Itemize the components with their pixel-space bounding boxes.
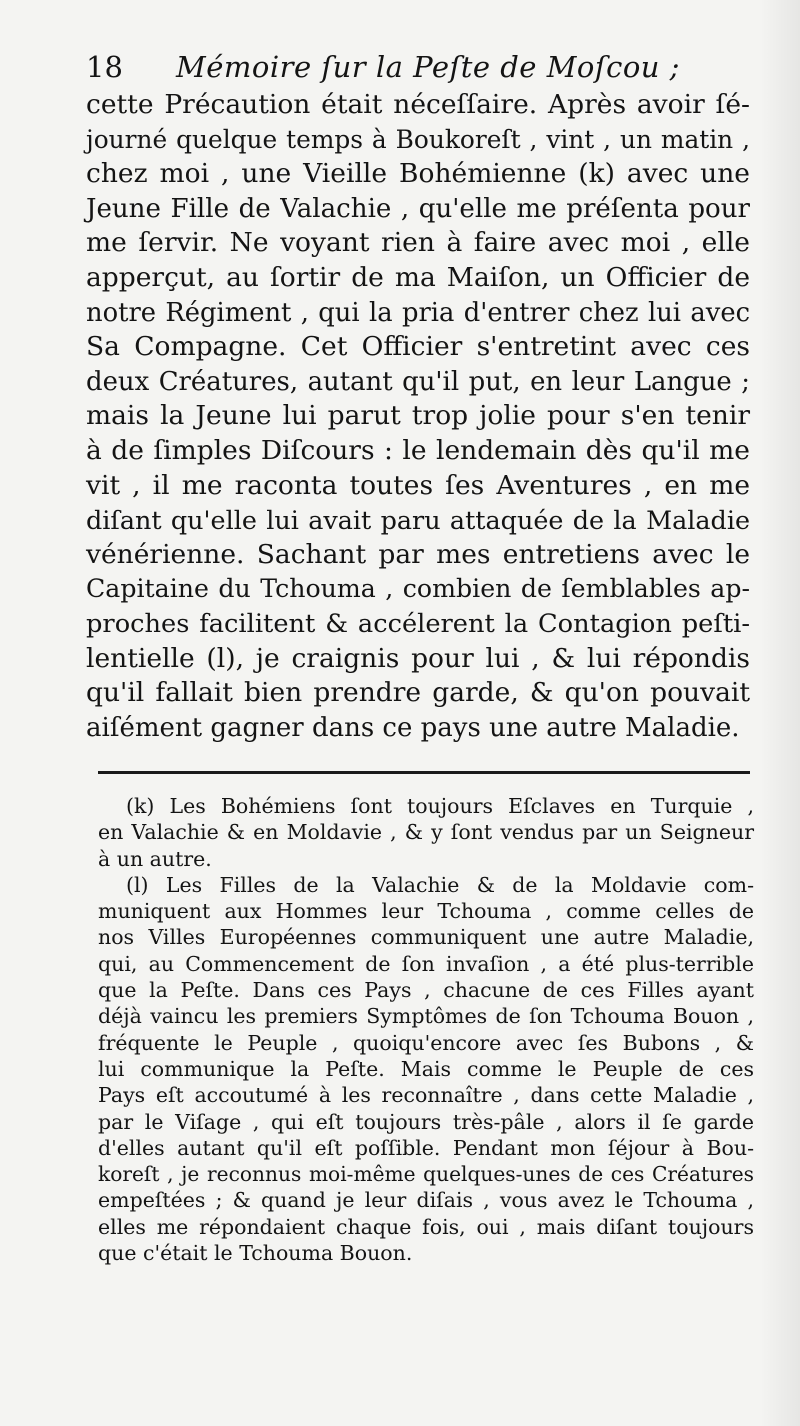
footnote-line: (k) Les Bohémiens ſont toujours Eſclaves en Turquie , xyxy=(126,794,754,818)
page-number: 18 xyxy=(86,50,123,84)
footnote-line: à un autre. xyxy=(98,846,212,871)
footnote-line: par le Viſage , qui eſt toujours très-pâle , alors il ſe garde xyxy=(98,1109,754,1134)
footnote-line: d'elles autant qu'il eſt poſſible. Pendant mon ſéjour à Bou- xyxy=(98,1135,754,1160)
running-title: Mémoire ſur la Peſte de Moſcou ; xyxy=(176,50,680,84)
footnote-line: nos Villes Européennes communiquent une autre Maladie, xyxy=(98,925,754,950)
text-line: à de ſimples Diſcours : le lendemain dès qu'il me xyxy=(86,434,750,466)
footnote-line: muniquent aux Hommes leur Tchouma , comme celles de xyxy=(98,899,754,924)
text-line: deux Créatures, autant qu'il put, en leur Langue ; xyxy=(86,366,750,397)
footnote-line: fréquente le Peuple , quoiqu'encore avec ſes Bubons , & xyxy=(98,1030,754,1055)
text-line: qu'il fallait bien prendre garde, & qu'on pouvait xyxy=(86,677,750,709)
text-line: Capitaine du Tchouma , combien de ſemblables ap- xyxy=(86,574,750,604)
text-line: vénérienne. Sachant par mes entretiens avec le xyxy=(86,538,750,570)
text-line: aiſément gagner dans ce pays une autre Maladie. xyxy=(86,712,740,743)
page-edge-shadow xyxy=(760,0,800,1426)
text-line: chez moi , une Vieille Bohémienne (k) avec une xyxy=(86,158,750,190)
footnote-line: Pays eſt accoutumé à les reconnaître , dans cette Maladie , xyxy=(98,1083,754,1108)
footnotes xyxy=(98,793,754,1266)
footnote-line: lui communique la Peſte. Mais comme le Peuple de ces xyxy=(98,1056,754,1081)
text-line: diſant qu'elle lui avait paru attaquée de la Maladie xyxy=(86,505,750,536)
text-line: notre Régiment , qui la pria d'entrer chez lui avec xyxy=(86,297,750,328)
footnote-line: que la Peſte. Dans ces Pays , chacune de ces Filles ayant xyxy=(98,978,754,1003)
main-text xyxy=(86,88,750,745)
footnote-line: qui, au Commencement de ſon invaſion , a été plus-terrible xyxy=(98,951,754,976)
running-head xyxy=(86,44,686,90)
text-line: mais la Jeune lui parut trop jolie pour s'en tenir xyxy=(86,400,750,432)
footnote-line: empeſtées ; & quand je leur diſais , vous avez le Tchouma , xyxy=(98,1188,754,1213)
text-line: journé quelque temps à Boukoreſt , vint , un matin , xyxy=(86,124,750,154)
text-line: vit , il me raconta toutes ſes Aventures , en me xyxy=(86,469,750,501)
text-line: me ſervir. Ne voyant rien à faire avec moi , elle xyxy=(86,227,750,259)
text-line: apperçut, au ſortir de ma Maiſon, un Officier de xyxy=(86,261,750,293)
text-line: lentielle (l), je craignis pour lui , & lui répondis xyxy=(86,642,750,674)
text-line: Sa Compagne. Cet Officier s'entretint avec ces xyxy=(86,331,750,363)
footnote-line: déjà vaincu les premiers Symptômes de ſon Tchouma Bouon , xyxy=(98,1004,754,1029)
footnote-line: elles me répondaient chaque fois, oui , mais diſant toujours xyxy=(98,1214,754,1239)
footnote-separator xyxy=(98,771,750,774)
footnote-line: en Valachie & en Moldavie , & y ſont vendus par un Seigneur xyxy=(98,820,754,845)
footnote-line: (l) Les Filles de la Valachie & de la Moldavie com- xyxy=(126,872,754,897)
footnote-line: koreſt , je reconnus moi-même quelques-unes de ces Créatures xyxy=(98,1162,754,1187)
text-line: cette Précaution était néceſſaire. Après avoir ſé- xyxy=(86,89,750,120)
footnote-line: que c'était le Tchouma Bouon. xyxy=(98,1241,413,1266)
text-line: proches facilitent & accélerent la Contagion peſti- xyxy=(86,608,750,639)
text-line: Jeune Fille de Valachie , qu'elle me préſenta pour xyxy=(86,193,750,224)
